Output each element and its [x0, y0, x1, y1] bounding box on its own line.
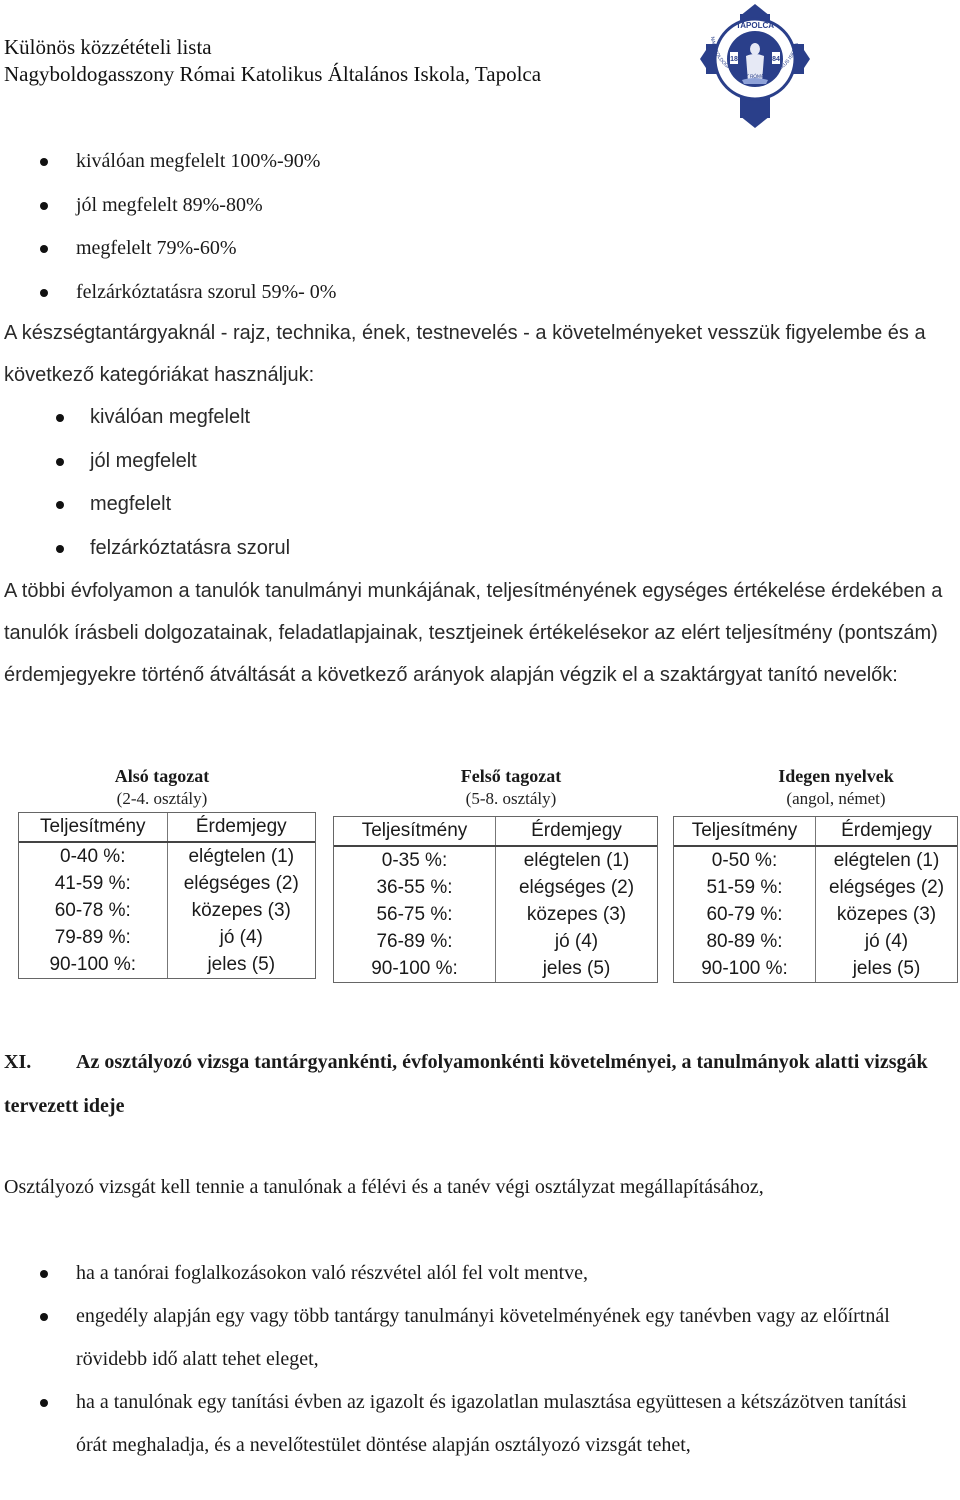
- grade-cell: elégséges (2): [828, 877, 945, 898]
- bullet-icon: [40, 245, 48, 253]
- grade-cell: jeles (5): [852, 958, 921, 979]
- logo-year-left: 18: [730, 56, 738, 63]
- list-item-text: felzárkóztatásra szorul: [90, 536, 291, 559]
- grade-cell: elégtelen (1): [523, 850, 630, 871]
- school-crest-icon: [700, 4, 810, 128]
- list-item: [0, 184, 950, 228]
- grade-cell: jó (4): [864, 931, 909, 952]
- table-row: [19, 924, 315, 951]
- bullet-icon: [40, 289, 48, 297]
- perf-cell: 80-89 %:: [674, 928, 816, 955]
- perf-cell: 76-89 %:: [334, 928, 496, 955]
- perf-cell: 41-59 %:: [19, 870, 168, 897]
- table-title: Idegen nyelvek: [778, 766, 894, 786]
- table-subtitle: (angol, német): [786, 789, 886, 808]
- list-item: [0, 140, 950, 184]
- grade-cell: jó (4): [554, 931, 599, 952]
- grade-cell: jeles (5): [207, 954, 276, 975]
- table-row: [674, 847, 957, 874]
- logo-town-text: TAPOLCA: [735, 21, 775, 30]
- list-item-text: engedély alapján egy vagy több tantárgy tanulmányi követelményének egy tanévben vagy az előírtnál rövidebb idő alatt tehet eleget,: [76, 1305, 890, 1370]
- column-header-grade: Érdemjegy: [531, 820, 622, 841]
- perf-cell: 0-50 %:: [674, 847, 816, 874]
- evaluation-paragraph: A többi évfolyamon a tanulók tanulmányi munkájának, teljesítményének egységes értékelése érdekében a tanulók írásbeli dolgozatainak, feladatlapjainak, tesztjeinek értékelésekor az elért teljesítmény (pontszám) érdemjegyekre történő átváltását a következő arányok alapján végzik el a szaktárgyat tanító nevelők:: [4, 580, 943, 686]
- table-row: [334, 874, 657, 901]
- section-number: XI.: [4, 1051, 32, 1073]
- perf-cell: 0-35 %:: [334, 847, 496, 874]
- list-item: [0, 527, 950, 571]
- grade-cell: közepes (3): [836, 904, 937, 925]
- bullet-icon: [40, 202, 48, 210]
- grade-cell: közepes (3): [526, 904, 627, 925]
- list-item-text: felzárkóztatásra szorul 59%- 0%: [76, 280, 337, 303]
- list-item-text: kiválóan megfelelt: [90, 406, 251, 428]
- bullet-icon: [40, 1399, 48, 1407]
- table-subtitle: (5-8. osztály): [465, 789, 557, 808]
- header-school-name: Nagyboldogasszony Római Katolikus Általános Iskola, Tapolca: [4, 62, 542, 86]
- list-item: [0, 227, 950, 271]
- bullet-icon: [56, 458, 64, 466]
- column-header-performance: Teljesítmény: [674, 817, 816, 845]
- bullet-icon: [56, 414, 64, 422]
- grade-cell: jó (4): [219, 927, 263, 948]
- table-grid: [673, 816, 958, 983]
- table-row: [334, 847, 657, 874]
- grade-cell: elégséges (2): [183, 873, 299, 894]
- list-item-text: ha a tanulónak egy tanítási évben az igazolt és igazolatlan mulasztása együttesen a kétszázötven tanítási órát meghaladja, és a nevelőtestület döntése alapján osztályozó vizsgát tehet,: [76, 1391, 907, 1456]
- skill-category-list: [0, 396, 950, 570]
- table-row: [674, 874, 957, 901]
- grade-cell: jeles (5): [542, 958, 611, 979]
- grade-cell: közepes (3): [191, 900, 291, 921]
- table-row: [334, 955, 657, 982]
- column-header-grade: Érdemjegy: [841, 820, 932, 841]
- percent-grade-list: [0, 140, 950, 314]
- table-row: [334, 901, 657, 928]
- perf-cell: 0-40 %:: [19, 843, 168, 870]
- logo-year-right: 84: [772, 56, 780, 63]
- table-header-row: [674, 817, 957, 847]
- section-heading: [4, 1040, 954, 1128]
- table-row: [674, 901, 957, 928]
- bullet-icon: [40, 1270, 48, 1278]
- table-grid: [333, 816, 658, 983]
- list-item: [0, 483, 950, 527]
- list-item: [0, 271, 950, 315]
- table-row: [674, 928, 957, 955]
- bullet-icon: [40, 1313, 48, 1321]
- table-row: [19, 870, 315, 897]
- grade-cell: elégséges (2): [518, 877, 635, 898]
- list-item-text: kiválóan megfelelt 100%-90%: [76, 150, 321, 172]
- list-item-text: jól megfelelt 89%-80%: [76, 193, 263, 216]
- perf-cell: 60-79 %:: [674, 901, 816, 928]
- document-header: [4, 34, 541, 88]
- school-logo: [700, 4, 810, 128]
- perf-cell: 36-55 %:: [334, 874, 496, 901]
- list-item: [0, 1252, 936, 1295]
- list-item-text: megfelelt 79%-60%: [76, 237, 237, 259]
- perf-cell: 60-78 %:: [19, 897, 168, 924]
- table-row: [19, 951, 315, 978]
- list-item-text: jól megfelelt: [90, 449, 197, 472]
- logo-ring-text-path: NAGYBOLDOGASSZONY RÓMAI KATOLIKUS ISKOLA: [709, 36, 800, 81]
- table-subtitle: (2-4. osztály): [116, 789, 208, 808]
- list-item-text: megfelelt: [90, 493, 172, 515]
- grade-table-upper: [333, 764, 659, 979]
- table-title: Alsó tagozat: [114, 766, 210, 786]
- grade-tables: [0, 764, 960, 988]
- list-item: [0, 1295, 936, 1381]
- table-row: [334, 928, 657, 955]
- exam-paragraph: Osztályozó vizsgát kell tennie a tanulónak a félévi és a tanév végi osztályzat megállapításához,: [4, 1176, 764, 1198]
- perf-cell: 51-59 %:: [674, 874, 816, 901]
- perf-cell: 90-100 %:: [19, 951, 168, 978]
- table-row: [19, 843, 315, 870]
- table-row: [19, 897, 315, 924]
- perf-cell: 90-100 %:: [674, 955, 816, 982]
- list-item: [0, 440, 950, 484]
- table-grid: [18, 812, 316, 979]
- table-header-row: [334, 817, 657, 847]
- bullet-icon: [56, 545, 64, 553]
- list-item: [0, 396, 950, 440]
- table-title: Felső tagozat: [460, 766, 562, 786]
- column-header-performance: Teljesítmény: [334, 817, 496, 845]
- table-row: [674, 955, 957, 982]
- bullet-icon: [40, 158, 48, 166]
- perf-cell: 90-100 %:: [334, 955, 496, 982]
- column-header-grade: Érdemjegy: [195, 816, 287, 837]
- table-header-row: [19, 813, 315, 843]
- section-title: Az osztályozó vizsga tantárgyankénti, évfolyamonkénti követelményei, a tanulmányok alatti vizsgák tervezett ideje: [4, 1051, 928, 1117]
- grade-table-lower: [18, 764, 316, 975]
- grade-cell: elégtelen (1): [833, 850, 940, 871]
- bullet-icon: [56, 501, 64, 509]
- exam-conditions-list: [0, 1252, 950, 1467]
- grade-table-languages: [673, 764, 959, 979]
- header-title: Különös közzétételi lista: [4, 35, 212, 59]
- list-item: [0, 1381, 936, 1467]
- grade-cell: elégtelen (1): [188, 846, 295, 867]
- perf-cell: 79-89 %:: [19, 924, 168, 951]
- column-header-performance: Teljesítmény: [19, 813, 168, 841]
- perf-cell: 56-75 %:: [334, 901, 496, 928]
- list-item-text: ha a tanórai foglalkozásokon való részvétel alól fel volt mentve,: [76, 1262, 589, 1284]
- skill-subjects-paragraph: A készségtantárgyaknál - rajz, technika, ének, testnevelés - a követelményeket vesszük figyelembe és a következő kategóriákat használjuk:: [4, 322, 926, 386]
